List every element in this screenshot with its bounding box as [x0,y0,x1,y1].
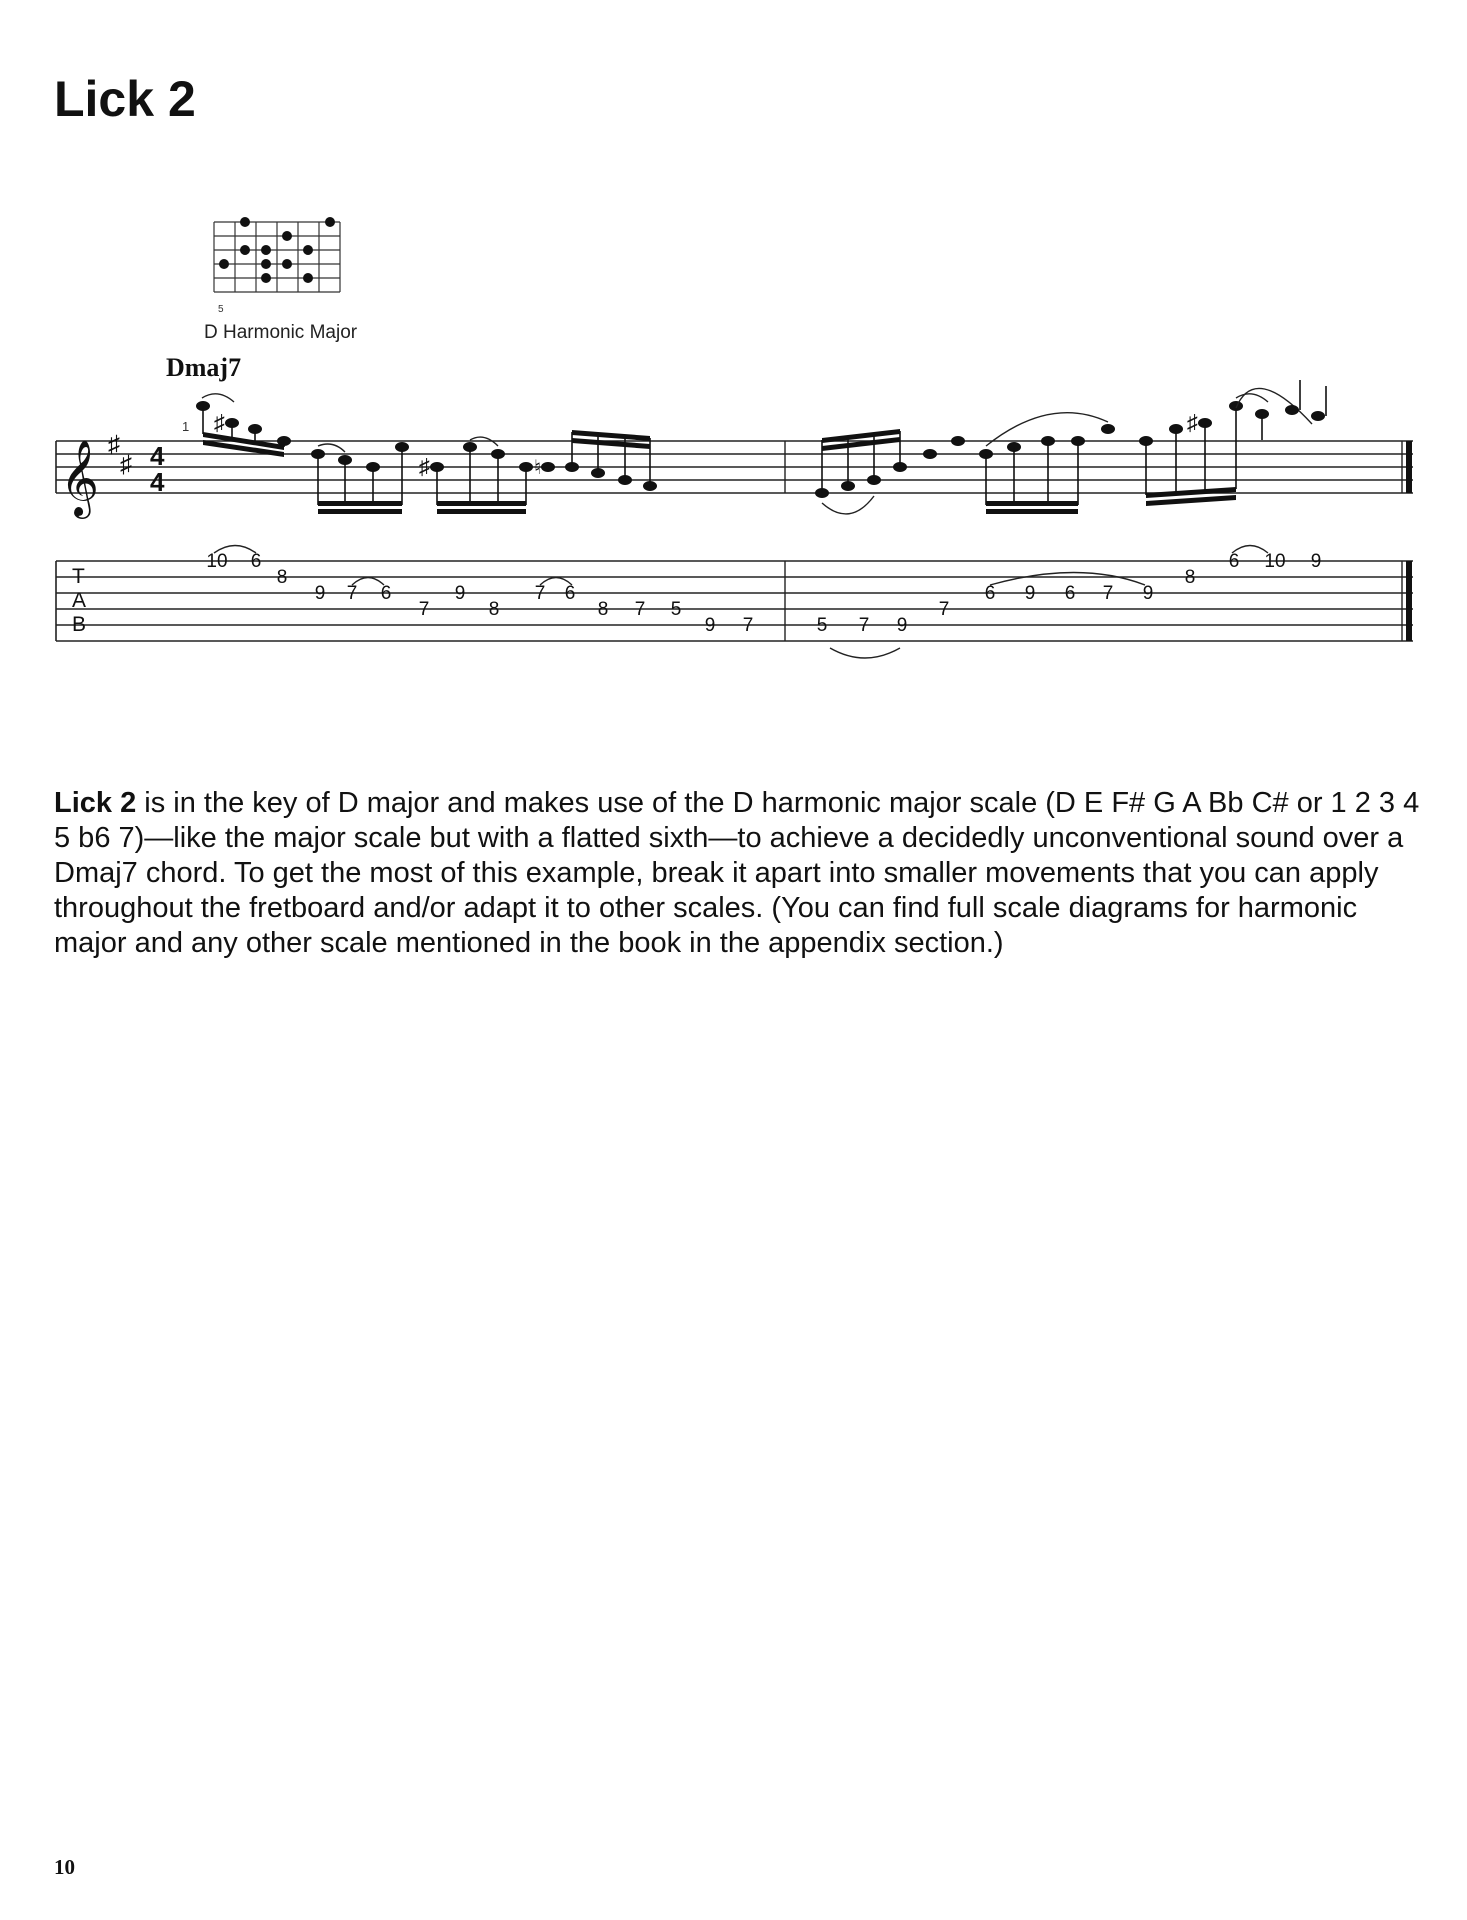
tab-number: 8 [1184,567,1196,588]
scale-name: D Harmonic Major [204,322,358,343]
time-signature-top: 4 [150,441,165,471]
tab-number: 10 [206,551,228,572]
paragraph-text: is in the key of D major and makes use of the D harmonic major scale (D E F# G A Bb C# or 1 2 3 4 5 b6 7)—like the major scale but with a flatted sixth—to achieve a decidedly unconventional sound over a Dmaj7 chord. To get the most of this example, break it apart into smaller movements that you can apply throughout the fretboard and/or adapt it to other scales. (You can find full scale diagrams for harmonic major and any other scale mentioned in the book in the appendix section.) [54,787,1420,959]
chord-symbol: Dmaj7 [166,353,242,382]
paragraph-lead: Lick 2 [54,787,137,819]
natural-icon: ♮ [534,457,542,479]
tab-number: 9 [896,615,908,636]
scale-dot [282,259,292,269]
sharp-icon: ♯ [419,454,430,479]
notehead [1285,405,1299,415]
tab-number: 6 [1228,551,1240,572]
tab-number: 9 [1142,583,1154,604]
scale-dot [240,217,250,227]
tab-number: 7 [858,615,870,636]
tab-number: 9 [454,583,466,604]
fret-label: 5 [218,304,224,315]
music-notation [0,380,1467,680]
scale-dot [282,231,292,241]
sharp-icon: ♯ [108,431,120,458]
notehead [951,436,965,446]
scale-dot [240,245,250,255]
notehead [1311,411,1325,421]
notehead [1101,424,1115,434]
tab-number: 6 [1064,583,1076,604]
tab-number: 9 [1024,583,1036,604]
measure-number: 1 [182,419,190,434]
tab-lines [56,561,1413,641]
notehead [541,462,555,472]
scale-dot [325,217,335,227]
time-signature-bottom: 4 [150,467,165,497]
scale-dot [303,245,313,255]
final-barline [1406,441,1412,493]
tab-number: 8 [597,599,609,620]
sharp-icon: ♯ [120,451,132,478]
tab-number: 6 [984,583,996,604]
notehead [923,449,937,459]
tab-number: 9 [1310,551,1322,572]
scale-diagram [200,212,360,322]
tab-number: 9 [314,583,326,604]
tab-letter-a: A [72,589,87,612]
tab-letter-b: B [72,613,87,636]
tab-number: 5 [670,599,682,620]
tab-final-barline [1406,561,1412,641]
tab-number: 7 [346,583,358,604]
tab-number: 7 [534,583,546,604]
tab-number: 8 [276,567,288,588]
tab-number: 7 [634,599,646,620]
tab-number: 8 [488,599,500,620]
tab-number: 7 [1102,583,1114,604]
scale-dot [303,273,313,283]
tab-number: 7 [938,599,950,620]
tab-number: 5 [816,615,828,636]
stems [203,406,1262,505]
tab-number: 9 [704,615,716,636]
tab-number: 7 [418,599,430,620]
tab-letter-t: T [72,565,85,588]
scale-dot [261,245,271,255]
page-number: 10 [54,1855,75,1879]
scale-dot [261,259,271,269]
sharp-icon: ♯ [214,410,225,435]
body-paragraph [54,786,1424,961]
treble-clef-icon: 𝄞 [60,440,100,514]
tab-clef [72,565,86,636]
tab-number: 6 [250,551,262,572]
tab-number: 6 [380,583,392,604]
tab-number: 7 [742,615,754,636]
scale-dot [219,259,229,269]
tab-number: 10 [1264,551,1286,572]
sharp-icon: ♯ [1187,410,1198,435]
scale-grid [214,222,340,292]
tab-number: 6 [564,583,576,604]
scale-dot [261,273,271,283]
page-title: Lick 2 [54,71,196,127]
